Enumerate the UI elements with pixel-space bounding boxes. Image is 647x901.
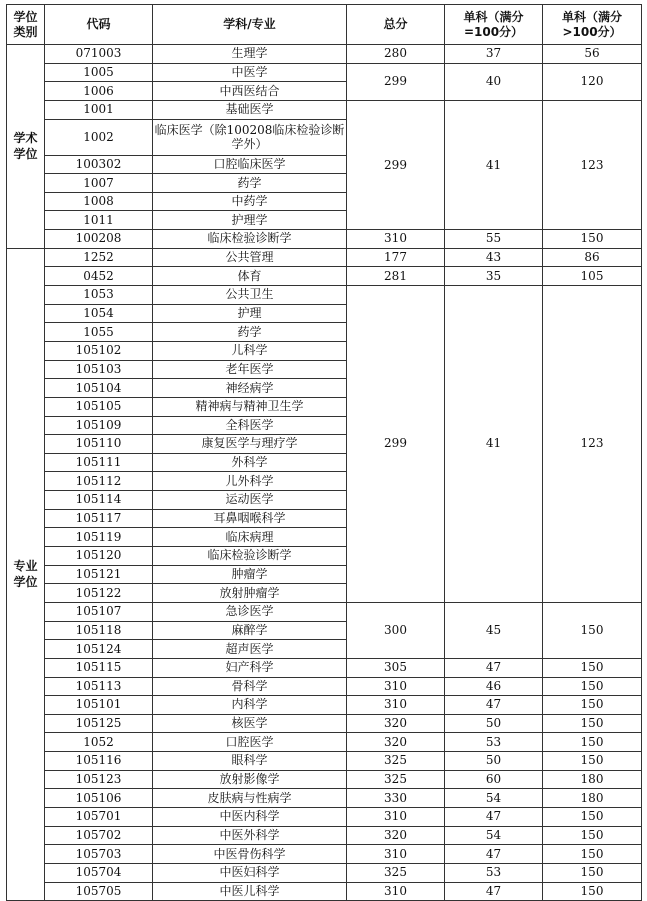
single-over-100-cell: 180 bbox=[543, 789, 642, 808]
single-over-100-cell: 120 bbox=[543, 63, 642, 100]
subject-cell: 外科学 bbox=[153, 453, 347, 472]
subject-cell: 中药学 bbox=[153, 192, 347, 211]
total-cell: 330 bbox=[347, 789, 445, 808]
single-over-100-cell: 56 bbox=[543, 45, 642, 64]
table-row bbox=[7, 230, 642, 249]
subject-cell: 老年医学 bbox=[153, 360, 347, 379]
table-row bbox=[7, 845, 642, 864]
code-cell: 1006 bbox=[45, 82, 153, 101]
code-cell: 105704 bbox=[45, 863, 153, 882]
single-over-100-cell: 150 bbox=[543, 602, 642, 658]
code-cell: 100208 bbox=[45, 230, 153, 249]
code-cell: 1053 bbox=[45, 286, 153, 305]
single-over-100-cell: 150 bbox=[543, 752, 642, 771]
subject-cell: 肿瘤学 bbox=[153, 565, 347, 584]
code-cell: 105121 bbox=[45, 565, 153, 584]
code-cell: 105103 bbox=[45, 360, 153, 379]
single-over-100-cell: 123 bbox=[543, 100, 642, 229]
single100-cell: 40 bbox=[445, 63, 543, 100]
single-over-100-cell: 86 bbox=[543, 248, 642, 267]
subject-cell: 急诊医学 bbox=[153, 602, 347, 621]
total-cell: 305 bbox=[347, 658, 445, 677]
subject-cell: 精神病与精神卫生学 bbox=[153, 397, 347, 416]
code-cell: 105703 bbox=[45, 845, 153, 864]
code-cell: 105123 bbox=[45, 770, 153, 789]
single-over-100-cell: 105 bbox=[543, 267, 642, 286]
total-cell: 299 bbox=[347, 63, 445, 100]
total-cell: 310 bbox=[347, 882, 445, 901]
code-cell: 105118 bbox=[45, 621, 153, 640]
subject-cell: 口腔医学 bbox=[153, 733, 347, 752]
code-cell: 105116 bbox=[45, 752, 153, 771]
single-over-100-cell: 150 bbox=[543, 807, 642, 826]
subject-cell: 放射肿瘤学 bbox=[153, 584, 347, 603]
single100-cell: 41 bbox=[445, 286, 543, 603]
header-single-over-100: 单科（满分 >100分） bbox=[543, 5, 642, 45]
single100-cell: 47 bbox=[445, 658, 543, 677]
subject-cell: 中医骨伤科学 bbox=[153, 845, 347, 864]
total-cell: 325 bbox=[347, 752, 445, 771]
single100-cell: 50 bbox=[445, 714, 543, 733]
header-row bbox=[7, 5, 642, 45]
subject-cell: 护理 bbox=[153, 304, 347, 323]
subject-cell: 临床医学（除100208临床检验诊断学外） bbox=[153, 119, 347, 155]
table-row bbox=[7, 882, 642, 901]
subject-cell: 基础医学 bbox=[153, 100, 347, 119]
single-over-100-cell: 180 bbox=[543, 770, 642, 789]
single100-cell: 43 bbox=[445, 248, 543, 267]
subject-cell: 中医学 bbox=[153, 63, 347, 82]
single100-cell: 41 bbox=[445, 100, 543, 229]
code-cell: 105105 bbox=[45, 397, 153, 416]
subject-cell: 麻醉学 bbox=[153, 621, 347, 640]
code-cell: 105113 bbox=[45, 677, 153, 696]
code-cell: 105705 bbox=[45, 882, 153, 901]
table-row bbox=[7, 100, 642, 119]
table-row bbox=[7, 286, 642, 305]
category-academic: 学术 学位 bbox=[7, 45, 45, 249]
total-cell: 325 bbox=[347, 863, 445, 882]
subject-cell: 内科学 bbox=[153, 696, 347, 715]
code-cell: 105122 bbox=[45, 584, 153, 603]
code-cell: 1011 bbox=[45, 211, 153, 230]
code-cell: 1007 bbox=[45, 174, 153, 193]
subject-cell: 公共管理 bbox=[153, 248, 347, 267]
code-cell: 105701 bbox=[45, 807, 153, 826]
total-cell: 280 bbox=[347, 45, 445, 64]
table-row bbox=[7, 807, 642, 826]
total-cell: 320 bbox=[347, 733, 445, 752]
code-cell: 1252 bbox=[45, 248, 153, 267]
subject-cell: 中医妇科学 bbox=[153, 863, 347, 882]
total-cell: 310 bbox=[347, 807, 445, 826]
subject-cell: 临床检验诊断学 bbox=[153, 547, 347, 566]
total-cell: 281 bbox=[347, 267, 445, 286]
total-cell: 320 bbox=[347, 826, 445, 845]
subject-cell: 临床病理 bbox=[153, 528, 347, 547]
total-cell: 177 bbox=[347, 248, 445, 267]
total-cell: 310 bbox=[347, 696, 445, 715]
code-cell: 105702 bbox=[45, 826, 153, 845]
table-row bbox=[7, 602, 642, 621]
code-cell: 105115 bbox=[45, 658, 153, 677]
table-row bbox=[7, 789, 642, 808]
single-over-100-cell: 150 bbox=[543, 863, 642, 882]
single100-cell: 55 bbox=[445, 230, 543, 249]
subject-cell: 药学 bbox=[153, 323, 347, 342]
subject-cell: 护理学 bbox=[153, 211, 347, 230]
table-row bbox=[7, 826, 642, 845]
single100-cell: 47 bbox=[445, 696, 543, 715]
single100-cell: 46 bbox=[445, 677, 543, 696]
subject-cell: 全科医学 bbox=[153, 416, 347, 435]
single-over-100-cell: 150 bbox=[543, 882, 642, 901]
score-table bbox=[6, 4, 642, 901]
single100-cell: 60 bbox=[445, 770, 543, 789]
table-row bbox=[7, 248, 642, 267]
subject-cell: 公共卫生 bbox=[153, 286, 347, 305]
table-row bbox=[7, 752, 642, 771]
code-cell: 105111 bbox=[45, 453, 153, 472]
code-cell: 1054 bbox=[45, 304, 153, 323]
subject-cell: 中医儿科学 bbox=[153, 882, 347, 901]
subject-cell: 超声医学 bbox=[153, 640, 347, 659]
subject-cell: 妇产科学 bbox=[153, 658, 347, 677]
table-row bbox=[7, 863, 642, 882]
total-cell: 325 bbox=[347, 770, 445, 789]
code-cell: 105106 bbox=[45, 789, 153, 808]
single-over-100-cell: 150 bbox=[543, 230, 642, 249]
single100-cell: 53 bbox=[445, 733, 543, 752]
code-cell: 1008 bbox=[45, 192, 153, 211]
total-cell: 310 bbox=[347, 677, 445, 696]
single100-cell: 47 bbox=[445, 807, 543, 826]
table-row bbox=[7, 45, 642, 64]
subject-cell: 耳鼻咽喉科学 bbox=[153, 509, 347, 528]
single-over-100-cell: 150 bbox=[543, 677, 642, 696]
single100-cell: 53 bbox=[445, 863, 543, 882]
code-cell: 1052 bbox=[45, 733, 153, 752]
code-cell: 105114 bbox=[45, 491, 153, 510]
code-cell: 071003 bbox=[45, 45, 153, 64]
subject-cell: 中医外科学 bbox=[153, 826, 347, 845]
table-row bbox=[7, 677, 642, 696]
single100-cell: 37 bbox=[445, 45, 543, 64]
single100-cell: 47 bbox=[445, 845, 543, 864]
header-category: 学位 类别 bbox=[7, 5, 45, 45]
total-cell: 310 bbox=[347, 230, 445, 249]
code-cell: 105107 bbox=[45, 602, 153, 621]
code-cell: 105117 bbox=[45, 509, 153, 528]
single-over-100-cell: 123 bbox=[543, 286, 642, 603]
code-cell: 1055 bbox=[45, 323, 153, 342]
code-cell: 105125 bbox=[45, 714, 153, 733]
single-over-100-cell: 150 bbox=[543, 696, 642, 715]
table-row bbox=[7, 696, 642, 715]
code-cell: 105109 bbox=[45, 416, 153, 435]
subject-cell: 神经病学 bbox=[153, 379, 347, 398]
code-cell: 0452 bbox=[45, 267, 153, 286]
code-cell: 1002 bbox=[45, 119, 153, 155]
single100-cell: 47 bbox=[445, 882, 543, 901]
subject-cell: 口腔临床医学 bbox=[153, 155, 347, 174]
single-over-100-cell: 150 bbox=[543, 845, 642, 864]
total-cell: 299 bbox=[347, 286, 445, 603]
single100-cell: 50 bbox=[445, 752, 543, 771]
code-cell: 105124 bbox=[45, 640, 153, 659]
subject-cell: 眼科学 bbox=[153, 752, 347, 771]
total-cell: 310 bbox=[347, 845, 445, 864]
header-subject: 学科/专业 bbox=[153, 5, 347, 45]
subject-cell: 核医学 bbox=[153, 714, 347, 733]
single100-cell: 35 bbox=[445, 267, 543, 286]
code-cell: 100302 bbox=[45, 155, 153, 174]
table-row bbox=[7, 267, 642, 286]
header-code: 代码 bbox=[45, 5, 153, 45]
code-cell: 105101 bbox=[45, 696, 153, 715]
total-cell: 299 bbox=[347, 100, 445, 229]
code-cell: 105102 bbox=[45, 341, 153, 360]
single-over-100-cell: 150 bbox=[543, 658, 642, 677]
subject-cell: 体育 bbox=[153, 267, 347, 286]
single100-cell: 54 bbox=[445, 826, 543, 845]
table-row bbox=[7, 63, 642, 82]
subject-cell: 儿科学 bbox=[153, 341, 347, 360]
code-cell: 1005 bbox=[45, 63, 153, 82]
subject-cell: 中医内科学 bbox=[153, 807, 347, 826]
subject-cell: 临床检验诊断学 bbox=[153, 230, 347, 249]
single-over-100-cell: 150 bbox=[543, 826, 642, 845]
code-cell: 1001 bbox=[45, 100, 153, 119]
subject-cell: 放射影像学 bbox=[153, 770, 347, 789]
single-over-100-cell: 150 bbox=[543, 733, 642, 752]
table-row bbox=[7, 733, 642, 752]
table-row bbox=[7, 714, 642, 733]
code-cell: 105104 bbox=[45, 379, 153, 398]
single100-cell: 45 bbox=[445, 602, 543, 658]
category-professional: 专业 学位 bbox=[7, 248, 45, 900]
subject-cell: 儿外科学 bbox=[153, 472, 347, 491]
subject-cell: 运动医学 bbox=[153, 491, 347, 510]
single-over-100-cell: 150 bbox=[543, 714, 642, 733]
single100-cell: 54 bbox=[445, 789, 543, 808]
subject-cell: 康复医学与理疗学 bbox=[153, 435, 347, 454]
subject-cell: 皮肤病与性病学 bbox=[153, 789, 347, 808]
subject-cell: 生理学 bbox=[153, 45, 347, 64]
total-cell: 320 bbox=[347, 714, 445, 733]
table-row bbox=[7, 770, 642, 789]
table-row bbox=[7, 658, 642, 677]
code-cell: 105112 bbox=[45, 472, 153, 491]
header-total: 总分 bbox=[347, 5, 445, 45]
code-cell: 105110 bbox=[45, 435, 153, 454]
subject-cell: 中西医结合 bbox=[153, 82, 347, 101]
header-single-100: 单科（满分 =100分） bbox=[445, 5, 543, 45]
subject-cell: 骨科学 bbox=[153, 677, 347, 696]
total-cell: 300 bbox=[347, 602, 445, 658]
code-cell: 105119 bbox=[45, 528, 153, 547]
code-cell: 105120 bbox=[45, 547, 153, 566]
subject-cell: 药学 bbox=[153, 174, 347, 193]
